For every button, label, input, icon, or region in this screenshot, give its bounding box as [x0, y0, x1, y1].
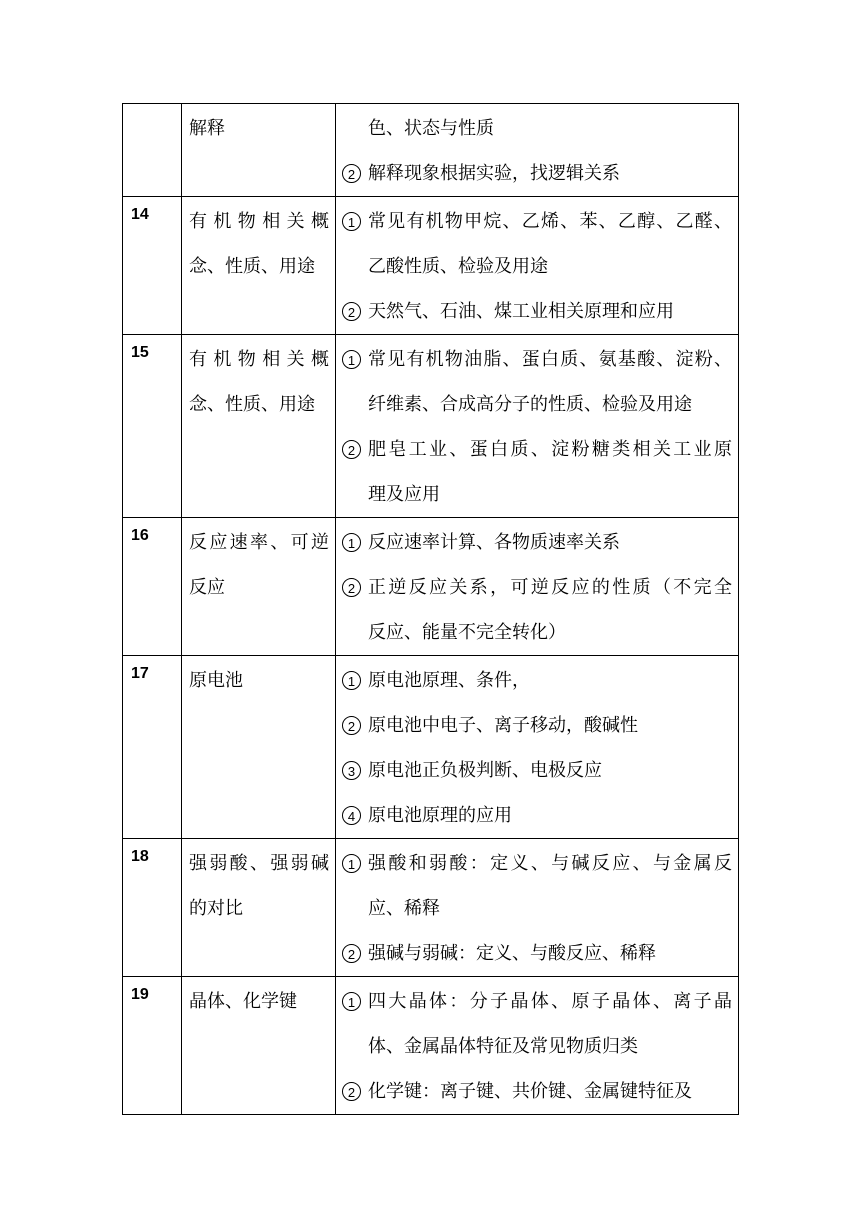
item-marker [342, 520, 368, 565]
item-text [368, 793, 732, 838]
list-item [342, 841, 732, 931]
circled-number-icon: 1 [342, 992, 361, 1011]
item-line: 常见有机物甲烷、乙烯、苯、乙醇、乙醛、 [368, 211, 732, 232]
item-marker [342, 979, 368, 1024]
item-text [368, 931, 732, 976]
circled-number-icon: 2 [342, 302, 361, 321]
table-row [123, 977, 739, 1115]
circled-number-icon: 1 [342, 671, 361, 690]
item-marker [342, 793, 368, 838]
item-line: 乙酸性质、检验及用途 [368, 256, 548, 277]
topic-cell [182, 839, 336, 977]
circled-number-icon: 2 [342, 164, 361, 183]
item-line: 色、状态与性质 [368, 118, 494, 139]
list-item [342, 199, 732, 289]
item-text [368, 151, 732, 196]
circled-number-icon: 2 [342, 944, 361, 963]
item-line: 化学键：离子键、共价键、金属键特征及 [368, 1081, 692, 1102]
item-line: 四大晶体：分子晶体、原子晶体、离子晶 [368, 991, 732, 1012]
item-text [368, 520, 732, 565]
item-marker [342, 106, 368, 151]
circled-number-icon: 2 [342, 578, 361, 597]
row-number: 17 [123, 656, 182, 839]
content-cell [336, 104, 739, 197]
topic-cell [182, 977, 336, 1115]
item-line: 体、金属晶体特征及常见物质归类 [368, 1036, 638, 1057]
circled-number-icon: 3 [342, 761, 361, 780]
topic-line: 反应速率、可逆 [189, 532, 329, 553]
circled-number-icon: 1 [342, 212, 361, 231]
item-line: 强酸和弱酸：定义、与碱反应、与金属反 [368, 853, 732, 874]
content-cell [336, 839, 739, 977]
item-line: 理及应用 [368, 484, 440, 505]
list-item [342, 337, 732, 427]
item-marker [342, 931, 368, 976]
item-marker [342, 151, 368, 196]
item-marker [342, 1069, 368, 1114]
item-text [368, 703, 732, 748]
circled-number-icon: 2 [342, 716, 361, 735]
item-line: 肥皂工业、蛋白质、淀粉糖类相关工业原 [368, 439, 732, 460]
item-line: 原电池正负极判断、电极反应 [368, 760, 602, 781]
topic-cell [182, 335, 336, 518]
list-item [342, 1069, 732, 1114]
topic-line: 强弱酸、强弱碱 [189, 853, 329, 874]
content-cell [336, 656, 739, 839]
item-marker [342, 427, 368, 472]
item-text [368, 979, 732, 1069]
list-item [342, 793, 732, 838]
list-item [342, 703, 732, 748]
row-number: 14 [123, 197, 182, 335]
item-line: 反应、能量不完全转化） [368, 622, 566, 643]
list-item [342, 520, 732, 565]
topic-cell [182, 518, 336, 656]
topic-cell [182, 656, 336, 839]
item-text [368, 337, 732, 427]
item-line: 解释现象根据实验，找逻辑关系 [368, 163, 620, 184]
row-number: 18 [123, 839, 182, 977]
content-cell [336, 335, 739, 518]
circled-number-icon: 1 [342, 533, 361, 552]
list-item [342, 979, 732, 1069]
list-item [342, 427, 732, 517]
item-line: 原电池原理、条件， [368, 670, 530, 691]
item-marker [342, 565, 368, 610]
item-text [368, 199, 732, 289]
item-line: 强碱与弱碱：定义、与酸反应、稀释 [368, 943, 656, 964]
circled-number-icon: 4 [342, 806, 361, 825]
table-row [123, 656, 739, 839]
table-row [123, 335, 739, 518]
item-line: 原电池原理的应用 [368, 805, 512, 826]
row-number [123, 104, 182, 197]
table-row [123, 518, 739, 656]
list-item [342, 658, 732, 703]
row-number: 16 [123, 518, 182, 656]
list-item [342, 151, 732, 196]
circled-number-icon: 1 [342, 350, 361, 369]
content-cell [336, 518, 739, 656]
knowledge-table [122, 103, 739, 1115]
row-number: 19 [123, 977, 182, 1115]
item-line: 纤维素、合成高分子的性质、检验及用途 [368, 394, 692, 415]
item-line: 正逆反应关系，可逆反应的性质（不完全 [368, 577, 732, 598]
table-row [123, 197, 739, 335]
topic-line: 有机物相关概 [189, 349, 329, 370]
topic-line: 晶体、化学键 [189, 991, 297, 1012]
list-item [342, 289, 732, 334]
item-marker [342, 658, 368, 703]
item-marker [342, 841, 368, 886]
item-text [368, 1069, 732, 1114]
item-marker [342, 748, 368, 793]
item-line: 应、稀释 [368, 898, 440, 919]
list-item [342, 106, 732, 151]
table-body [123, 104, 739, 1115]
item-marker [342, 199, 368, 244]
item-text [368, 106, 732, 151]
topic-line: 原电池 [189, 670, 243, 691]
topic-line: 的对比 [189, 898, 243, 919]
circled-number-icon: 1 [342, 854, 361, 873]
content-cell [336, 197, 739, 335]
topic-cell [182, 197, 336, 335]
circled-number-icon: 2 [342, 1082, 361, 1101]
list-item [342, 931, 732, 976]
topic-line: 反应 [189, 577, 225, 598]
content-cell [336, 977, 739, 1115]
item-text [368, 427, 732, 517]
item-line: 天然气、石油、煤工业相关原理和应用 [368, 301, 674, 322]
list-item [342, 565, 732, 655]
circled-number-icon: 2 [342, 440, 361, 459]
item-marker [342, 289, 368, 334]
item-text [368, 565, 732, 655]
topic-line: 有机物相关概 [189, 211, 329, 232]
item-text [368, 658, 732, 703]
item-text [368, 748, 732, 793]
item-line: 常见有机物油脂、蛋白质、氨基酸、淀粉、 [368, 349, 732, 370]
topic-cell [182, 104, 336, 197]
table-row [123, 104, 739, 197]
item-marker [342, 337, 368, 382]
item-text [368, 841, 732, 931]
item-line: 原电池中电子、离子移动，酸碱性 [368, 715, 638, 736]
list-item [342, 748, 732, 793]
row-number: 15 [123, 335, 182, 518]
topic-line: 念、性质、用途 [189, 394, 315, 415]
table-row [123, 839, 739, 977]
item-text [368, 289, 732, 334]
topic-line: 解释 [189, 118, 225, 139]
item-marker [342, 703, 368, 748]
topic-line: 念、性质、用途 [189, 256, 315, 277]
item-line: 反应速率计算、各物质速率关系 [368, 532, 620, 553]
